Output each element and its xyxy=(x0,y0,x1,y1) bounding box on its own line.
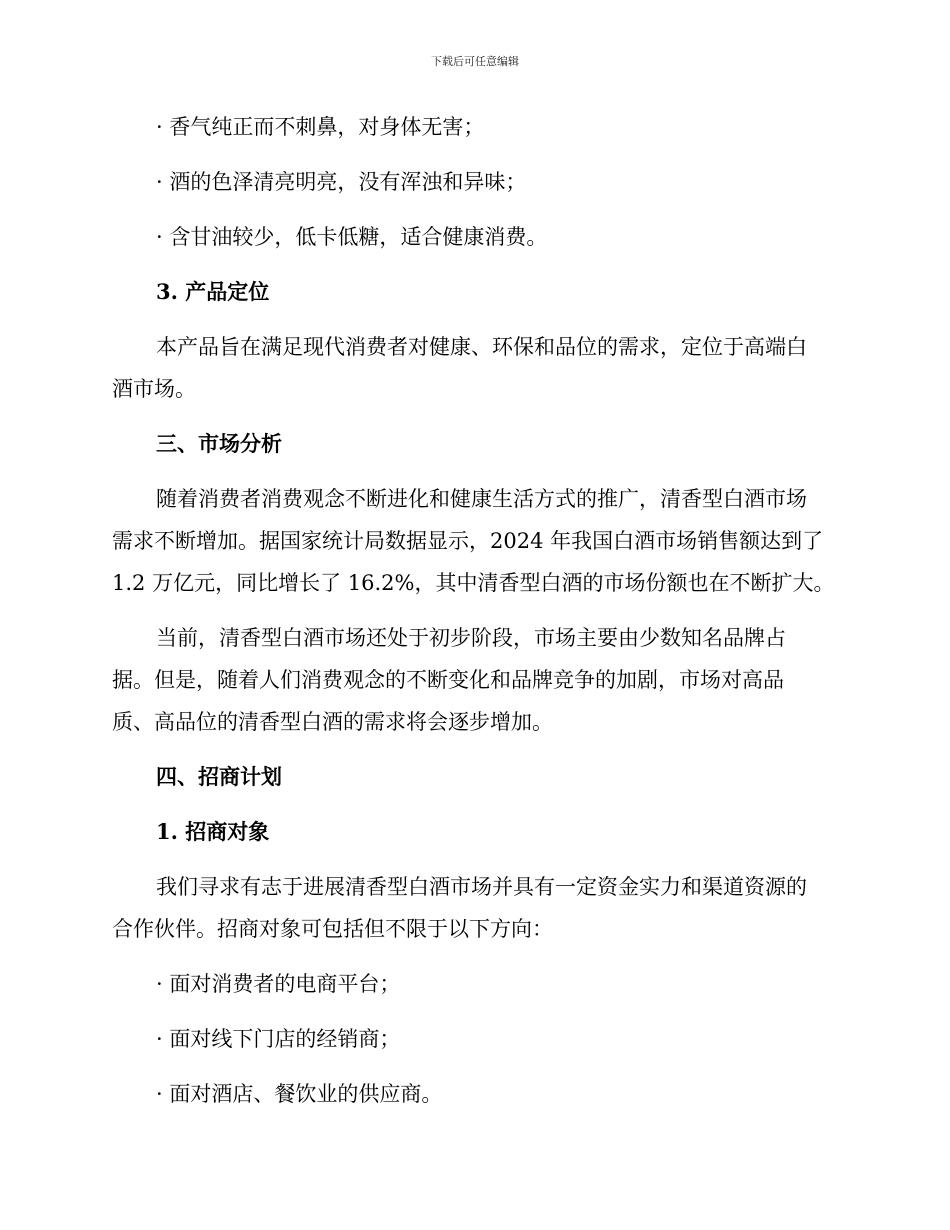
paragraph-market-2 xyxy=(112,617,832,743)
paragraph-line: 酒市场。 xyxy=(112,377,196,401)
paragraph-market-1 xyxy=(112,478,835,604)
section-heading-plan: 四、招商计划 xyxy=(156,764,282,789)
paragraph-line: 1.2 万亿元，同比增长了 16.2%，其中清香型白酒的市场份额也在不断扩大。 xyxy=(112,571,835,595)
bullet-low-calorie: · 含甘油较少，低卡低糖，适合健康消费。 xyxy=(156,225,548,249)
paragraph-line: 当前，清香型白酒市场还处于初步阶段，市场主要由少数知名品牌占 xyxy=(156,626,786,650)
paragraph-line: 本产品旨在满足现代消费者对健康、环保和品位的需求，定位于高端白 xyxy=(156,335,807,359)
bullet-aroma: · 香气纯正而不刺鼻，对身体无害； xyxy=(156,115,485,139)
paragraph-positioning xyxy=(112,326,832,410)
paragraph-line: 随着消费者消费观念不断进化和健康生活方式的推广，清香型白酒市场 xyxy=(156,487,807,511)
page-header: 下载后可任意编辑 xyxy=(431,55,519,68)
section-heading-market: 三、市场分析 xyxy=(156,431,282,456)
paragraph-line: 需求不断增加。据国家统计局数据显示，2024 年我国白酒市场销售额达到了 xyxy=(112,529,824,553)
subsection-heading-targets: 1. 招商对象 xyxy=(156,819,270,844)
bullet-distributors: · 面对线下门店的经销商； xyxy=(156,1027,401,1051)
document-body xyxy=(112,106,835,1128)
bullet-ecommerce: · 面对消费者的电商平台； xyxy=(156,972,401,996)
paragraph-targets xyxy=(112,866,832,950)
bullet-suppliers: · 面对酒店、餐饮业的供应商。 xyxy=(156,1082,443,1106)
paragraph-line: 据。但是，随着人们消费观念的不断变化和品牌竞争的加剧，市场对高品 xyxy=(112,668,784,692)
bullet-color: · 酒的色泽清亮明亮，没有浑浊和异味； xyxy=(156,170,527,194)
paragraph-line: 合作伙伴。招商对象可包括但不限于以下方向： xyxy=(112,917,553,941)
paragraph-line: 质、高品位的清香型白酒的需求将会逐步增加。 xyxy=(112,710,553,734)
section-heading-positioning: 3. 产品定位 xyxy=(156,279,270,304)
paragraph-line: 我们寻求有志于进展清香型白酒市场并具有一定资金实力和渠道资源的 xyxy=(156,875,807,899)
